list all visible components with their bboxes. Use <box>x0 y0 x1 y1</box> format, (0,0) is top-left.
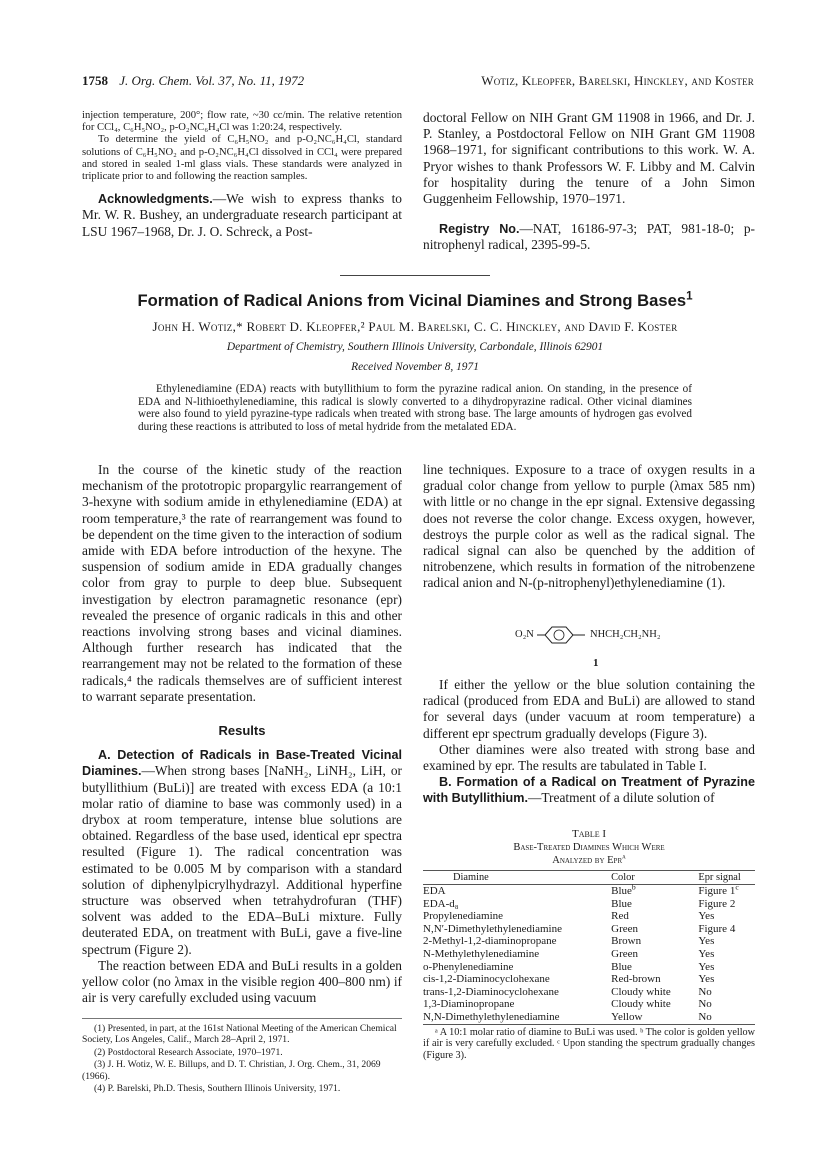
table-subtitle-2-text: Analyzed by Epr <box>552 855 623 866</box>
right-paragraph: If either the yellow or the blue solution containing the radical (produced from EDA and BuLi) are allowed to stand for several days (under vacuum at room temperature) a different epr spectrum gradually develops (Figure 3). <box>423 677 755 741</box>
cell-diamine: EDA <box>423 885 446 897</box>
abstract: Ethylenediamine (EDA) reacts with butyllithium to form the pyrazine radical anion. On standing, in the presence of EDA and N-lithioethylenediamine, this radical is slowly converted to a dihydropyrazine radical. Other vicinal diamines were also found to yield pyrazine-type radicals when treated with strong base. The large amounts of hydrogen gas evolved during these reactions is attributed to loss of metal hydride from the metalated EDA. <box>138 383 692 433</box>
footnotes <box>82 1018 402 1095</box>
cell-color: Green <box>611 922 638 935</box>
table-row <box>423 923 755 936</box>
article-title <box>90 291 740 311</box>
header-authors: Wotiz, Kleopfer, Barelski, Hinckley, and Koster <box>481 73 754 88</box>
section-b-paragraph <box>423 774 755 806</box>
cell-epr: Yes <box>698 910 715 923</box>
table-row <box>423 961 755 974</box>
cell-diamine: N,N′-Dimethylethylenediamine <box>423 922 562 935</box>
table-row <box>423 973 755 986</box>
cell-color: Brown <box>611 935 642 948</box>
cell-epr: No <box>698 998 712 1011</box>
section-a-paragraph-2: The reaction between EDA and BuLi results in a golden yellow color (no λmax in the visible region 400–800 nm) if air is very carefully excluded using vacuum <box>82 957 402 1006</box>
section-a-paragraph <box>82 747 402 958</box>
header-left <box>82 73 304 89</box>
section-a-label: A. Detection of Radicals in Base-Treated Vicinal Diamines. <box>82 748 402 779</box>
cell-epr: Yes <box>698 947 715 960</box>
cell-color: Blue <box>611 897 632 910</box>
cell-diamine: Propylenediamine <box>423 910 504 923</box>
col-header-epr: Epr signal <box>690 871 755 885</box>
diamine-table <box>423 870 755 1025</box>
cell-diamine: 1,3-Diaminopropane <box>423 998 515 1011</box>
cell-color: Cloudy white <box>611 998 671 1011</box>
cell-epr: Yes <box>698 960 715 973</box>
table-subtitle-1: Base-Treated Diamines Which Were <box>513 842 665 853</box>
cell-color-mark: b <box>631 882 636 892</box>
table-1 <box>423 828 755 1061</box>
registry-label: Registry No. <box>439 222 520 237</box>
cell-epr: Figure 2 <box>698 897 736 910</box>
body-left-column <box>82 462 402 1007</box>
cell-epr: No <box>698 985 712 998</box>
cell-diamine: EDA-d₈ <box>423 897 459 910</box>
title-text: Formation of Radical Anions from Vicinal Diamines and Strong Bases <box>137 291 687 310</box>
ack-text: —We wish to express thanks to Mr. W. R. Bushey, an undergraduate research participant at LSU 1967–1968, Dr. J. O. Schreck, a Post- <box>82 191 402 239</box>
section-a-text: —When strong bases [NaNH₂, LiNH₂, LiH, or butyllithium (BuLi)] are treated with excess EDA (a 10:1 molar ratio of diamine to base was commonly used) in a drybox at room temperature, intense blue solutions are obtained. Regardless of the base used, identical epr spectra resulted (Figure 1). The radical concentration was estimated to be 0.005 M by comparison with a standard solution of diphenylpicrylhydrazyl. Additional hyperfine structure was observed when tetrahydrofuran (THF) solvent was added to the EDA–BuLi mixture. Fully deuterated EDA, on treatment with BuLi, gave a five-line spectrum (Figure 2). <box>82 763 402 957</box>
structure-number: 1 <box>593 657 599 669</box>
results-heading: Results <box>218 723 266 739</box>
prev-paragraph: To determine the yield of C₆H₅NO₂ and p-O₂NC₆H₄Cl, standard solutions of C₆H₅NO₂ and p-O₂NC₆H₄Cl dissolved in CCl₄ were prepared and stored in sealed 1-ml glass vials. These standards were analyzed in triplicate prior to and following the reaction samples. <box>82 134 402 183</box>
table-row <box>423 986 755 999</box>
ack-label: Acknowledgments. <box>98 192 213 207</box>
cell-color: Yellow <box>601 1011 690 1024</box>
page-number: 1758 <box>82 73 108 88</box>
affiliation: Department of Chemistry, Southern Illinois University, Carbondale, Illinois 62901 <box>226 341 604 353</box>
cell-color: Cloudy white <box>611 985 671 998</box>
cell-color <box>601 882 690 898</box>
prev-paragraph: injection temperature, 200°; flow rate, ~30 cc/min. The relative retention for CCl₄, C₆H₅NO₂, p-O₂NC₆H₄Cl was 1:20:24, respectively. <box>82 110 402 134</box>
table-row <box>423 948 755 961</box>
cell-epr-text: Figure 1 <box>698 885 736 897</box>
table-subtitle-2 <box>423 851 755 867</box>
table-subtitle-mark: a <box>622 851 626 861</box>
footnote: (1) Presented, in part, at the 161st National Meeting of the American Chemical Society, Los Angeles, Calif., March 28–April 2, 1971. <box>82 1023 397 1046</box>
cell-color: Green <box>611 947 638 960</box>
table-row <box>423 998 755 1011</box>
footnote: (4) P. Barelski, Ph.D. Thesis, Southern Illinois University, 1971. <box>94 1083 341 1095</box>
cell-diamine: N,N-Dimethylethylenediamine <box>423 1011 601 1024</box>
table-row <box>423 910 755 923</box>
cell-diamine: N-Methylethylenediamine <box>423 947 540 960</box>
cell-color: Red-brown <box>611 973 661 986</box>
table-row <box>423 1011 755 1024</box>
structure-amine-chain: NHCH₂CH₂NH₂ <box>590 629 661 640</box>
cell-diamine: o-Phenylenediamine <box>423 960 514 973</box>
table-row <box>423 885 755 898</box>
registry-numbers <box>423 221 755 253</box>
cell-diamine: cis-1,2-Diaminocyclohexane <box>423 973 550 986</box>
prev-article-right <box>423 110 755 254</box>
col-header-diamine: Diamine <box>423 871 601 885</box>
cell-epr: Figure 4 <box>698 922 736 935</box>
cell-epr: Yes <box>698 973 715 986</box>
received-date: Received November 8, 1971 <box>351 361 479 373</box>
section-b-label: B. Formation of a Radical on Treatment of Pyrazine with Butyllithium. <box>423 775 755 806</box>
registry-text: —NAT, 16186-97-3; PAT, 981-18-0; p-nitrophenyl radical, 2395-99-5. <box>423 221 755 253</box>
table-footnotes: ᵃ A 10:1 molar ratio of diamine to BuLi was used. ᵇ The color is golden yellow if air is very carefully excluded. ᶜ Upon standing the spectrum gradually changes (Figure 3). <box>423 1026 755 1061</box>
intro-paragraph: In the course of the kinetic study of the reaction mechanism of the prototropic propargylic rearrangement of 3-hexyne with sodium amide in ethylenediamine (EDA) at room temperature,³ the rate of rearrangement was found to be dependent on the time given to the interaction of sodium amide with EDA before introduction of the hexyne. The suspension of sodium amide in EDA gradually changes color from gray to purple to deep blue. Subsequent investigation by electron paramagnetic resonance (epr) revealed the presence of organic radicals in this and other reactions involving strong bases and vicinal diamines. Although further research has indicated that the rearrangement may not be related to the formation of these radicals,⁴ the radicals themselves are of sufficient interest to warrant separate presentation. <box>82 462 402 704</box>
article-separator <box>340 275 490 276</box>
cell-epr-mark: c <box>735 882 739 892</box>
right-paragraph: line techniques. Exposure to a trace of oxygen results in a gradual color change from yellow to purple (λmax 585 nm) with little or no change in the epr signal. Extensive degassing does not reverse the color change. Excess oxygen, however, destroys the purple color as well as the radical signal. The radical signal can also be quenched by the addition of nitrobenzene, which results in formation of the nitrobenzene radical anion and N-(p-nitrophenyl)ethylenediamine (1). <box>423 462 755 591</box>
table-row <box>423 935 755 948</box>
cell-epr: Yes <box>698 935 715 948</box>
prev-paragraph: doctoral Fellow on NIH Grant GM 11908 in 1966, and Dr. J. P. Stanley, a Postdoctoral Fellow on NIH Grant GM 11908 1968–1971, for significant contributions to this work. W. A. Pryor wishes to thank Professors W. F. Libby and M. Calvin for hospitality during the tenure of a John Simon Guggenheim Fellowship, 1970–1971. <box>423 110 755 207</box>
table-header-row <box>423 871 755 885</box>
chemical-structure-1 <box>515 625 745 670</box>
article-authors: John H. Wotiz,* Robert D. Kleopfer,² Paul M. Barelski, C. C. Hinckley, and David F. Koster <box>152 319 678 334</box>
structure-nitro-group: O₂N <box>515 629 534 640</box>
cell-color: Red <box>611 910 629 923</box>
cell-color-text: Blue <box>611 885 632 897</box>
cell-color: Blue <box>611 960 632 973</box>
body-right-column <box>423 462 755 592</box>
cell-epr <box>690 882 755 898</box>
footnote: (3) J. H. Wotiz, W. E. Billups, and D. T. Christian, J. Org. Chem., 31, 2069 (1966). <box>82 1059 381 1082</box>
acknowledgments <box>82 191 402 240</box>
running-header <box>82 73 754 93</box>
cell-diamine: 2-Methyl-1,2-diaminopropane <box>423 935 557 948</box>
cell-diamine: trans-1,2-Diaminocyclohexane <box>423 985 559 998</box>
benzene-ring-icon <box>515 625 585 655</box>
right-paragraph: Other diamines were also treated with strong base and examined by epr. The results are tabulated in Table I. <box>423 741 755 774</box>
table-title: Table I <box>571 828 607 840</box>
col-header-color: Color <box>601 871 690 885</box>
footnote: (2) Postdoctoral Research Associate, 1970–1971. <box>94 1046 283 1058</box>
title-footnote-mark: 1 <box>686 289 693 303</box>
prev-article-left <box>82 110 402 240</box>
table-row <box>423 898 755 911</box>
section-b-text: —Treatment of a dilute solution of <box>527 790 715 806</box>
body-right-column-lower <box>423 677 755 807</box>
cell-epr: No <box>690 1011 755 1024</box>
journal-citation: J. Org. Chem. Vol. 37, No. 11, 1972 <box>119 73 305 88</box>
